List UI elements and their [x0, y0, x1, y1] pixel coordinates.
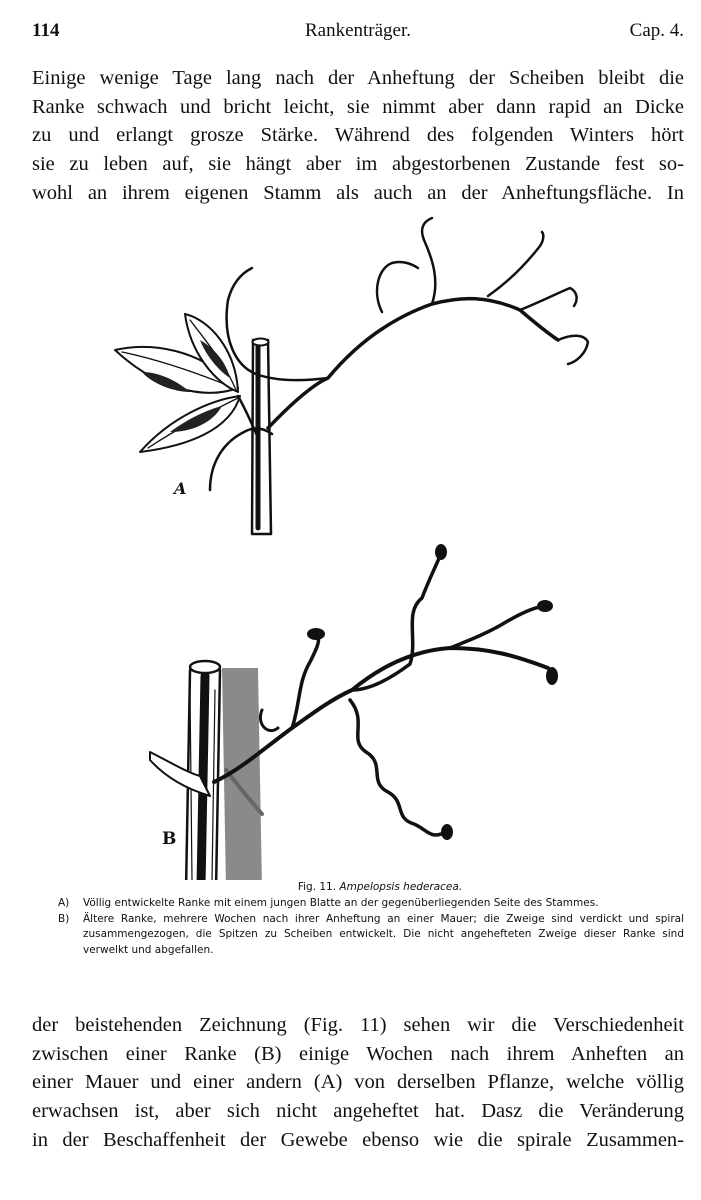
figure-caption [58, 880, 684, 958]
text-line: erwachsen ist, aber sich nicht angeheftet hat. Dasz die Veränderung [32, 1100, 684, 1123]
text-line: zu und erlangt grosze Stärke. Während des folgenden Winters hört [32, 124, 684, 147]
text-line: in der Beschaffenheit der Gewebe ebenso wie die spirale Zusammen- [32, 1128, 684, 1151]
caption-text: Ältere Ranke, mehrere Wochen nach ihrer Anheftung an einer Mauer; die Zweige sind verdickt und spiral zusammengezogen, die Spitzen zu Scheiben entwickelt. Die nicht angehefteten Zweige dieser Ranke sind verwelkt und abgefallen. [83, 912, 684, 956]
text-line: zwischen einer Ranke (B) einige Wochen nach ihrem Anheften an [32, 1042, 684, 1065]
figure-number: Fig. 11. [297, 881, 337, 893]
text-line: Ranke schwach und bricht leicht, sie nimmt aber dann rapid an Dicke [32, 95, 684, 118]
tendril-b [214, 556, 548, 835]
caption-key: A) [58, 897, 70, 910]
caption-key: B) [58, 912, 70, 925]
text-line: wohl an ihrem eigenen Stamm als auch an der Anheftungsfläche. In [32, 181, 684, 204]
drawing-b [150, 544, 558, 880]
species-name: Ampelopsis hederacea. [339, 881, 463, 893]
top-paragraph [32, 64, 684, 208]
bottom-paragraph [32, 1011, 684, 1155]
caption-title [58, 880, 684, 895]
running-title: Rankenträger. [304, 20, 412, 41]
page-number: 114 [32, 20, 60, 41]
leaf-cluster [115, 314, 258, 452]
caption-item-a [58, 896, 684, 911]
text-line: Einige wenige Tage lang nach der Anheftung der Scheiben bleibt die [32, 67, 684, 89]
text-line: einer Mauer und einer andern (A) von derselben Pflanze, welche völlig [32, 1071, 684, 1094]
text-line: der beistehenden Zeichnung (Fig. 11) sehen wir die Verschiedenheit [32, 1014, 684, 1036]
text-line: sie zu leben auf, sie hängt aber im abgestorbenen Zustande fest so- [32, 153, 684, 176]
caption-text: Völlig entwickelte Ranke mit einem jungen Blatte an der gegenüberliegenden Seite des Stammes. [83, 897, 599, 910]
figure-label-b: B [162, 829, 177, 849]
chapter-label: Cap. 4. [629, 20, 684, 41]
figure-11-illustration [0, 200, 701, 880]
caption-item-b [58, 912, 684, 958]
page-header [32, 20, 684, 46]
figure-label-a: A [174, 479, 187, 498]
